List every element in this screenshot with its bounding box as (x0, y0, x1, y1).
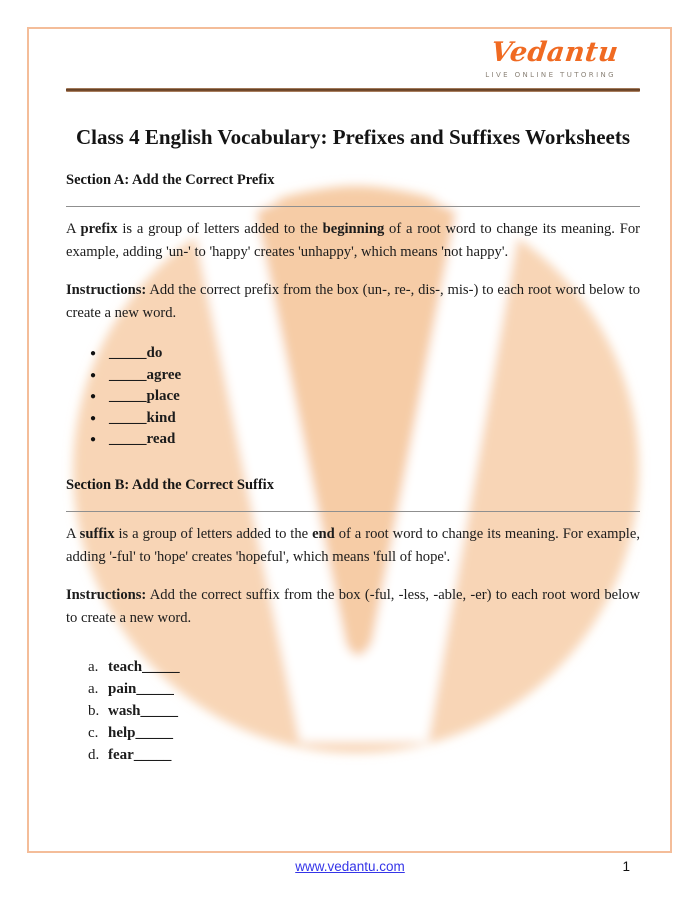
item-marker: a. (88, 680, 99, 697)
list-item (90, 386, 640, 408)
page-title: Class 4 English Vocabulary: Prefixes and Suffixes Worksheets (75, 125, 631, 149)
bullet-icon: ● (90, 369, 97, 381)
section-b-instructions: Instructions: Add the correct suffix from the box (-ful, -less, -able, -er) to each root word below to create a new word. (66, 586, 640, 626)
suffix-word-list (66, 656, 640, 766)
bullet-icon: ● (90, 391, 97, 402)
footer (0, 859, 700, 874)
bullet-icon: ● (90, 412, 97, 424)
footer-link[interactable]: www.vedantu.com (295, 859, 405, 874)
blank-line: _____ (109, 409, 147, 426)
blank-line: _____ (109, 431, 147, 447)
section-b-heading: Section B: Add the Correct Suffix (66, 476, 274, 493)
section-a-description: A prefix is a group of letters added to the beginning of a root word to change its meaning. For example, adding 'un-' to 'happy' creates 'unhappy', which means 'not happy'. (66, 221, 640, 260)
item-marker: d. (88, 746, 100, 763)
list-item (88, 700, 640, 722)
root-word: fear (108, 746, 134, 763)
page-content (66, 0, 640, 766)
page-number: 1 (622, 859, 630, 874)
root-word: do (146, 345, 163, 361)
list-item (88, 678, 640, 700)
root-word: wash (108, 702, 141, 719)
blank-line: _____ (135, 724, 174, 741)
blank-line: _____ (133, 746, 172, 763)
item-marker: b. (88, 702, 100, 719)
root-word: teach (108, 658, 143, 675)
root-word: help (108, 724, 136, 741)
section-a-heading: Section A: Add the Correct Prefix (66, 172, 275, 188)
brand-logo (66, 38, 640, 79)
root-word: agree (146, 366, 182, 383)
bullet-icon: ● (90, 434, 97, 445)
section-b-description: A suffix is a group of letters added to the end of a root word to change its meaning. For example, adding '-ful' to 'hope' creates 'hopeful', which means 'full of hope'. (66, 525, 640, 565)
list-item (90, 429, 640, 451)
section-b-divider (66, 511, 640, 512)
blank-line: _____ (109, 388, 147, 404)
section-a-instructions: Instructions: Add the correct prefix from the box (un-, re-, dis-, mis-) to each root word below to create a new word. (66, 282, 640, 321)
blank-line: _____ (142, 658, 180, 675)
root-word: place (146, 388, 180, 404)
item-marker: a. (88, 658, 99, 675)
blank-line: _____ (140, 702, 179, 719)
list-item (88, 744, 640, 766)
root-word: kind (146, 409, 176, 426)
list-item (90, 343, 640, 365)
list-item (88, 722, 640, 744)
list-item (90, 408, 640, 430)
section-a-divider (66, 206, 640, 207)
blank-line: _____ (109, 366, 147, 383)
root-word: pain (108, 680, 137, 697)
item-marker: c. (88, 724, 99, 741)
brand-name: Vedantu (488, 37, 620, 68)
header-divider (66, 88, 640, 92)
root-word: read (146, 431, 176, 447)
prefix-word-list (66, 343, 640, 451)
bullet-icon: ● (90, 348, 97, 359)
list-item (88, 656, 640, 678)
blank-line: _____ (109, 345, 147, 361)
blank-line: _____ (136, 680, 174, 697)
brand-tagline: LIVE ONLINE TUTORING (485, 71, 616, 79)
list-item (90, 365, 640, 387)
